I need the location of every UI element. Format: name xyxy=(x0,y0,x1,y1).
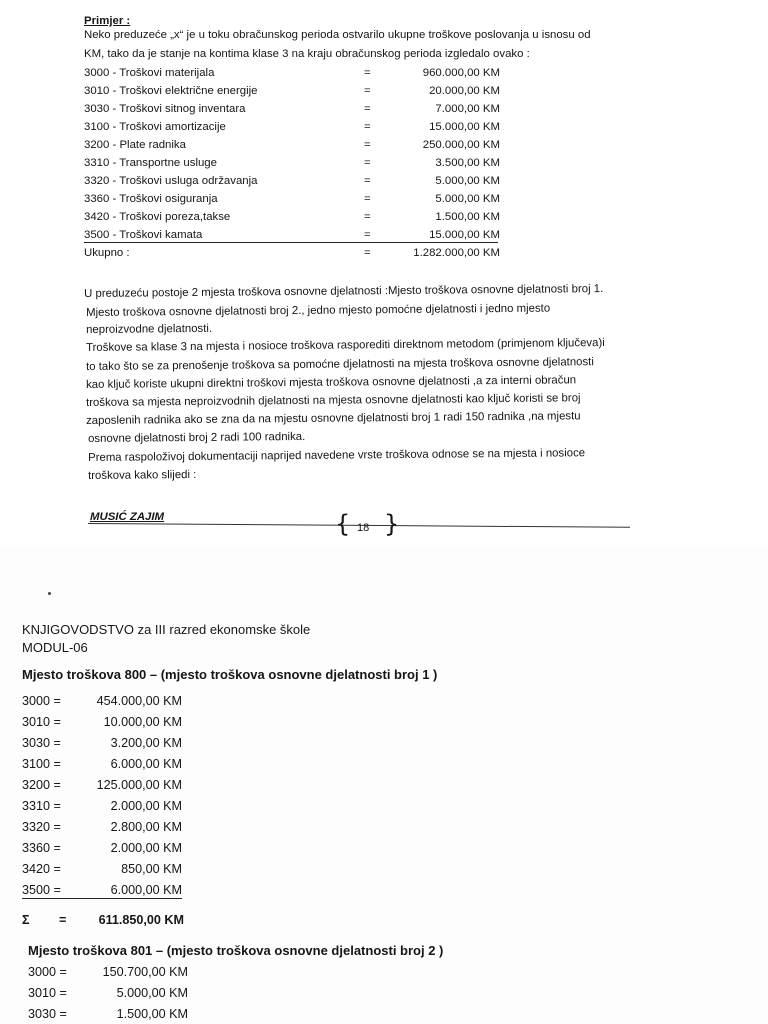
cost-amount: 15.000,00 KM xyxy=(429,121,500,133)
cost-label: 3360 - Troškovi osiguranja xyxy=(84,193,218,205)
cost-amount: 850,00 KM xyxy=(121,862,182,876)
total-equals: = xyxy=(364,247,371,259)
cost-label: 3000 - Troškovi materijala xyxy=(84,67,215,79)
cost-equals: = xyxy=(364,85,371,97)
cost-row xyxy=(22,820,182,840)
account-code: 3010 = xyxy=(22,715,61,729)
account-code: 3500 = xyxy=(22,883,61,897)
account-code: 3010 = xyxy=(28,986,67,1000)
cost-amount: 3.200,00 KM xyxy=(110,736,182,750)
account-code: 3000 = xyxy=(28,965,67,979)
total-amount: 1.282.000,00 KM xyxy=(413,247,500,259)
cost-row xyxy=(84,211,500,229)
cost-row xyxy=(28,965,188,985)
cost-label: 3500 - Troškovi kamata xyxy=(84,229,203,241)
left-brace-glyph: { xyxy=(335,510,351,538)
cost-amount: 960.000,00 KM xyxy=(422,67,500,79)
cost-row xyxy=(22,883,182,903)
cost-row xyxy=(22,778,182,798)
cost-row xyxy=(22,799,182,819)
account-code: 3100 = xyxy=(22,757,61,771)
cost-label: 3200 - Plate radnika xyxy=(84,139,186,151)
cost-label: 3030 - Troškovi sitnog inventara xyxy=(84,103,246,115)
account-code: 3030 = xyxy=(28,1007,67,1021)
paragraph-line: to tako što se za prenošenje troškova sa pomoćne djelatnosti na mjesta troškova osnovne djelatnosti xyxy=(86,356,594,373)
cost-amount: 2.800,00 KM xyxy=(110,820,182,834)
total-label: Ukupno : xyxy=(84,247,130,259)
paragraph-line: Troškove sa klase 3 na mjesta i nosioce troškova rasporediti direktnom metodom (primjenom ključeva)i xyxy=(86,337,605,354)
cost-amount: 20.000,00 KM xyxy=(429,85,500,97)
account-code: 3030 = xyxy=(22,736,61,750)
cost-amount: 1.500,00 KM xyxy=(435,211,500,223)
cost-equals: = xyxy=(364,229,371,241)
cost-row xyxy=(84,121,500,139)
cost-label: 3100 - Troškovi amortizacije xyxy=(84,121,226,133)
cost-label: 3310 - Transportne usluge xyxy=(84,157,217,169)
document-page-bottom xyxy=(0,546,768,1024)
section-title: Mjesto troškova 800 – (mjesto troškova osnovne djelatnosti broj 1 ) xyxy=(22,667,438,682)
paragraph-line: Mjesto troškova osnovne djelatnosti broj 2., jedno mjesto pomoćne djelatnosti i jedno mjesto xyxy=(86,302,551,319)
cost-row xyxy=(84,175,500,193)
paragraph-line: osnovne djelatnosti broj 2 radi 100 radnika. xyxy=(88,430,306,445)
cost-row xyxy=(84,85,500,103)
paragraph-line: troškova sa mjesta neproizvodnih djelatnosti na mjesta osnovne djelatnosti kao ključ koristi se broj xyxy=(86,392,581,409)
page-header-subject: KNJIGOVODSTVO za III razred ekonomske škole xyxy=(22,622,311,637)
cost-equals: = xyxy=(364,139,371,151)
cost-amount: 2.000,00 KM xyxy=(110,841,182,855)
cost-row xyxy=(84,67,500,85)
account-code: 3310 = xyxy=(22,799,61,813)
cost-amount: 250.000,00 KM xyxy=(422,139,500,151)
page-header-module: MODUL-06 xyxy=(22,640,88,655)
section-title: Mjesto troškova 801 – (mjesto troškova osnovne djelatnosti broj 2 ) xyxy=(28,943,444,958)
paragraph-line: U preduzeću postoje 2 mjesta troškova osnovne djelatnosti :Mjesto troškova osnovne djelatnosti broj 1. xyxy=(84,283,604,300)
paragraph-line: neproizvodne djelatnosti. xyxy=(86,322,213,336)
cost-label: 3320 - Troškovi usluga održavanja xyxy=(84,175,258,187)
cost-equals: = xyxy=(364,67,371,79)
scan-speck xyxy=(48,592,51,595)
cost-row xyxy=(22,841,182,861)
cost-row xyxy=(22,757,182,777)
cost-total-row xyxy=(84,247,500,265)
paragraph-line: zaposlenih radnika ako se zna da na mjestu osnovne djelatnosti broj 1 radi 150 radnika ,na mjestu xyxy=(86,410,581,427)
cost-row xyxy=(22,862,182,882)
paragraph-line: kao ključ koriste ukupni direktni troškovi mjesta troškova osnovne djelatnosti ,a za interni obračun xyxy=(86,374,577,391)
cost-amount: 15.000,00 KM xyxy=(429,229,500,241)
cost-amount: 6.000,00 KM xyxy=(110,883,182,897)
account-code: 3200 = xyxy=(22,778,61,792)
cost-row xyxy=(84,139,500,157)
cost-row xyxy=(84,157,500,175)
cost-equals: = xyxy=(364,157,371,169)
cost-row xyxy=(84,229,500,247)
cost-equals: = xyxy=(364,193,371,205)
sigma-sum-icon: Σ xyxy=(22,913,30,927)
right-brace-glyph: } xyxy=(384,510,400,538)
cost-amount: 2.000,00 KM xyxy=(110,799,182,813)
cost-row xyxy=(28,1007,188,1024)
footer-page-number: 18 xyxy=(357,522,370,534)
cost-row xyxy=(28,986,188,1006)
account-code: 3360 = xyxy=(22,841,61,855)
footer-author: MUSIĆ ZAJIM xyxy=(90,511,165,523)
cost-row xyxy=(22,694,182,714)
cost-amount: 5.000,00 KM xyxy=(435,193,500,205)
cost-row xyxy=(84,103,500,121)
cost-amount: 5.000,00 KM xyxy=(435,175,500,187)
cost-row xyxy=(22,736,182,756)
sum-rule xyxy=(22,898,182,899)
cost-amount: 454.000,00 KM xyxy=(96,694,182,708)
cost-amount: 5.000,00 KM xyxy=(116,986,188,1000)
cost-row xyxy=(22,715,182,735)
cost-amount: 10.000,00 KM xyxy=(103,715,182,729)
cost-amount: 150.700,00 KM xyxy=(102,965,188,979)
cost-equals: = xyxy=(364,103,371,115)
cost-amount: 6.000,00 KM xyxy=(110,757,182,771)
cost-amount: 3.500,00 KM xyxy=(435,157,500,169)
example-title: Primjer : xyxy=(84,15,131,27)
cost-label: 3010 - Troškovi električne energije xyxy=(84,85,258,97)
intro-line-2: KM, tako da je stanje na kontima klase 3 na kraju obračunskog perioda izgledalo ovako : xyxy=(84,48,530,60)
intro-line-1: Neko preduzeće „x“ je u toku obračunskog perioda ostvarilo ukupne troškove poslovanja u isnosu od xyxy=(84,29,591,41)
cost-equals: = xyxy=(364,121,371,133)
account-code: 3320 = xyxy=(22,820,61,834)
cost-label: 3420 - Troškovi poreza,takse xyxy=(84,211,231,223)
total-rule xyxy=(84,242,498,243)
cost-amount: 7.000,00 KM xyxy=(435,103,500,115)
cost-row xyxy=(84,193,500,211)
paragraph-line: Prema raspoloživoj dokumentaciji naprijed navedene vrste troškova odnose se na mjesta i nosioce xyxy=(88,447,586,464)
cost-amount: 125.000,00 KM xyxy=(96,778,182,792)
cost-equals: = xyxy=(364,175,371,187)
cost-amount: 1.500,00 KM xyxy=(116,1007,188,1021)
paragraph-line: troškova kako slijedi : xyxy=(88,468,197,482)
account-code: 3000 = xyxy=(22,694,61,708)
sum-equals: = xyxy=(59,913,67,927)
account-code: 3420 = xyxy=(22,862,61,876)
cost-equals: = xyxy=(364,211,371,223)
sum-amount: 611.850,00 KM xyxy=(98,913,184,927)
